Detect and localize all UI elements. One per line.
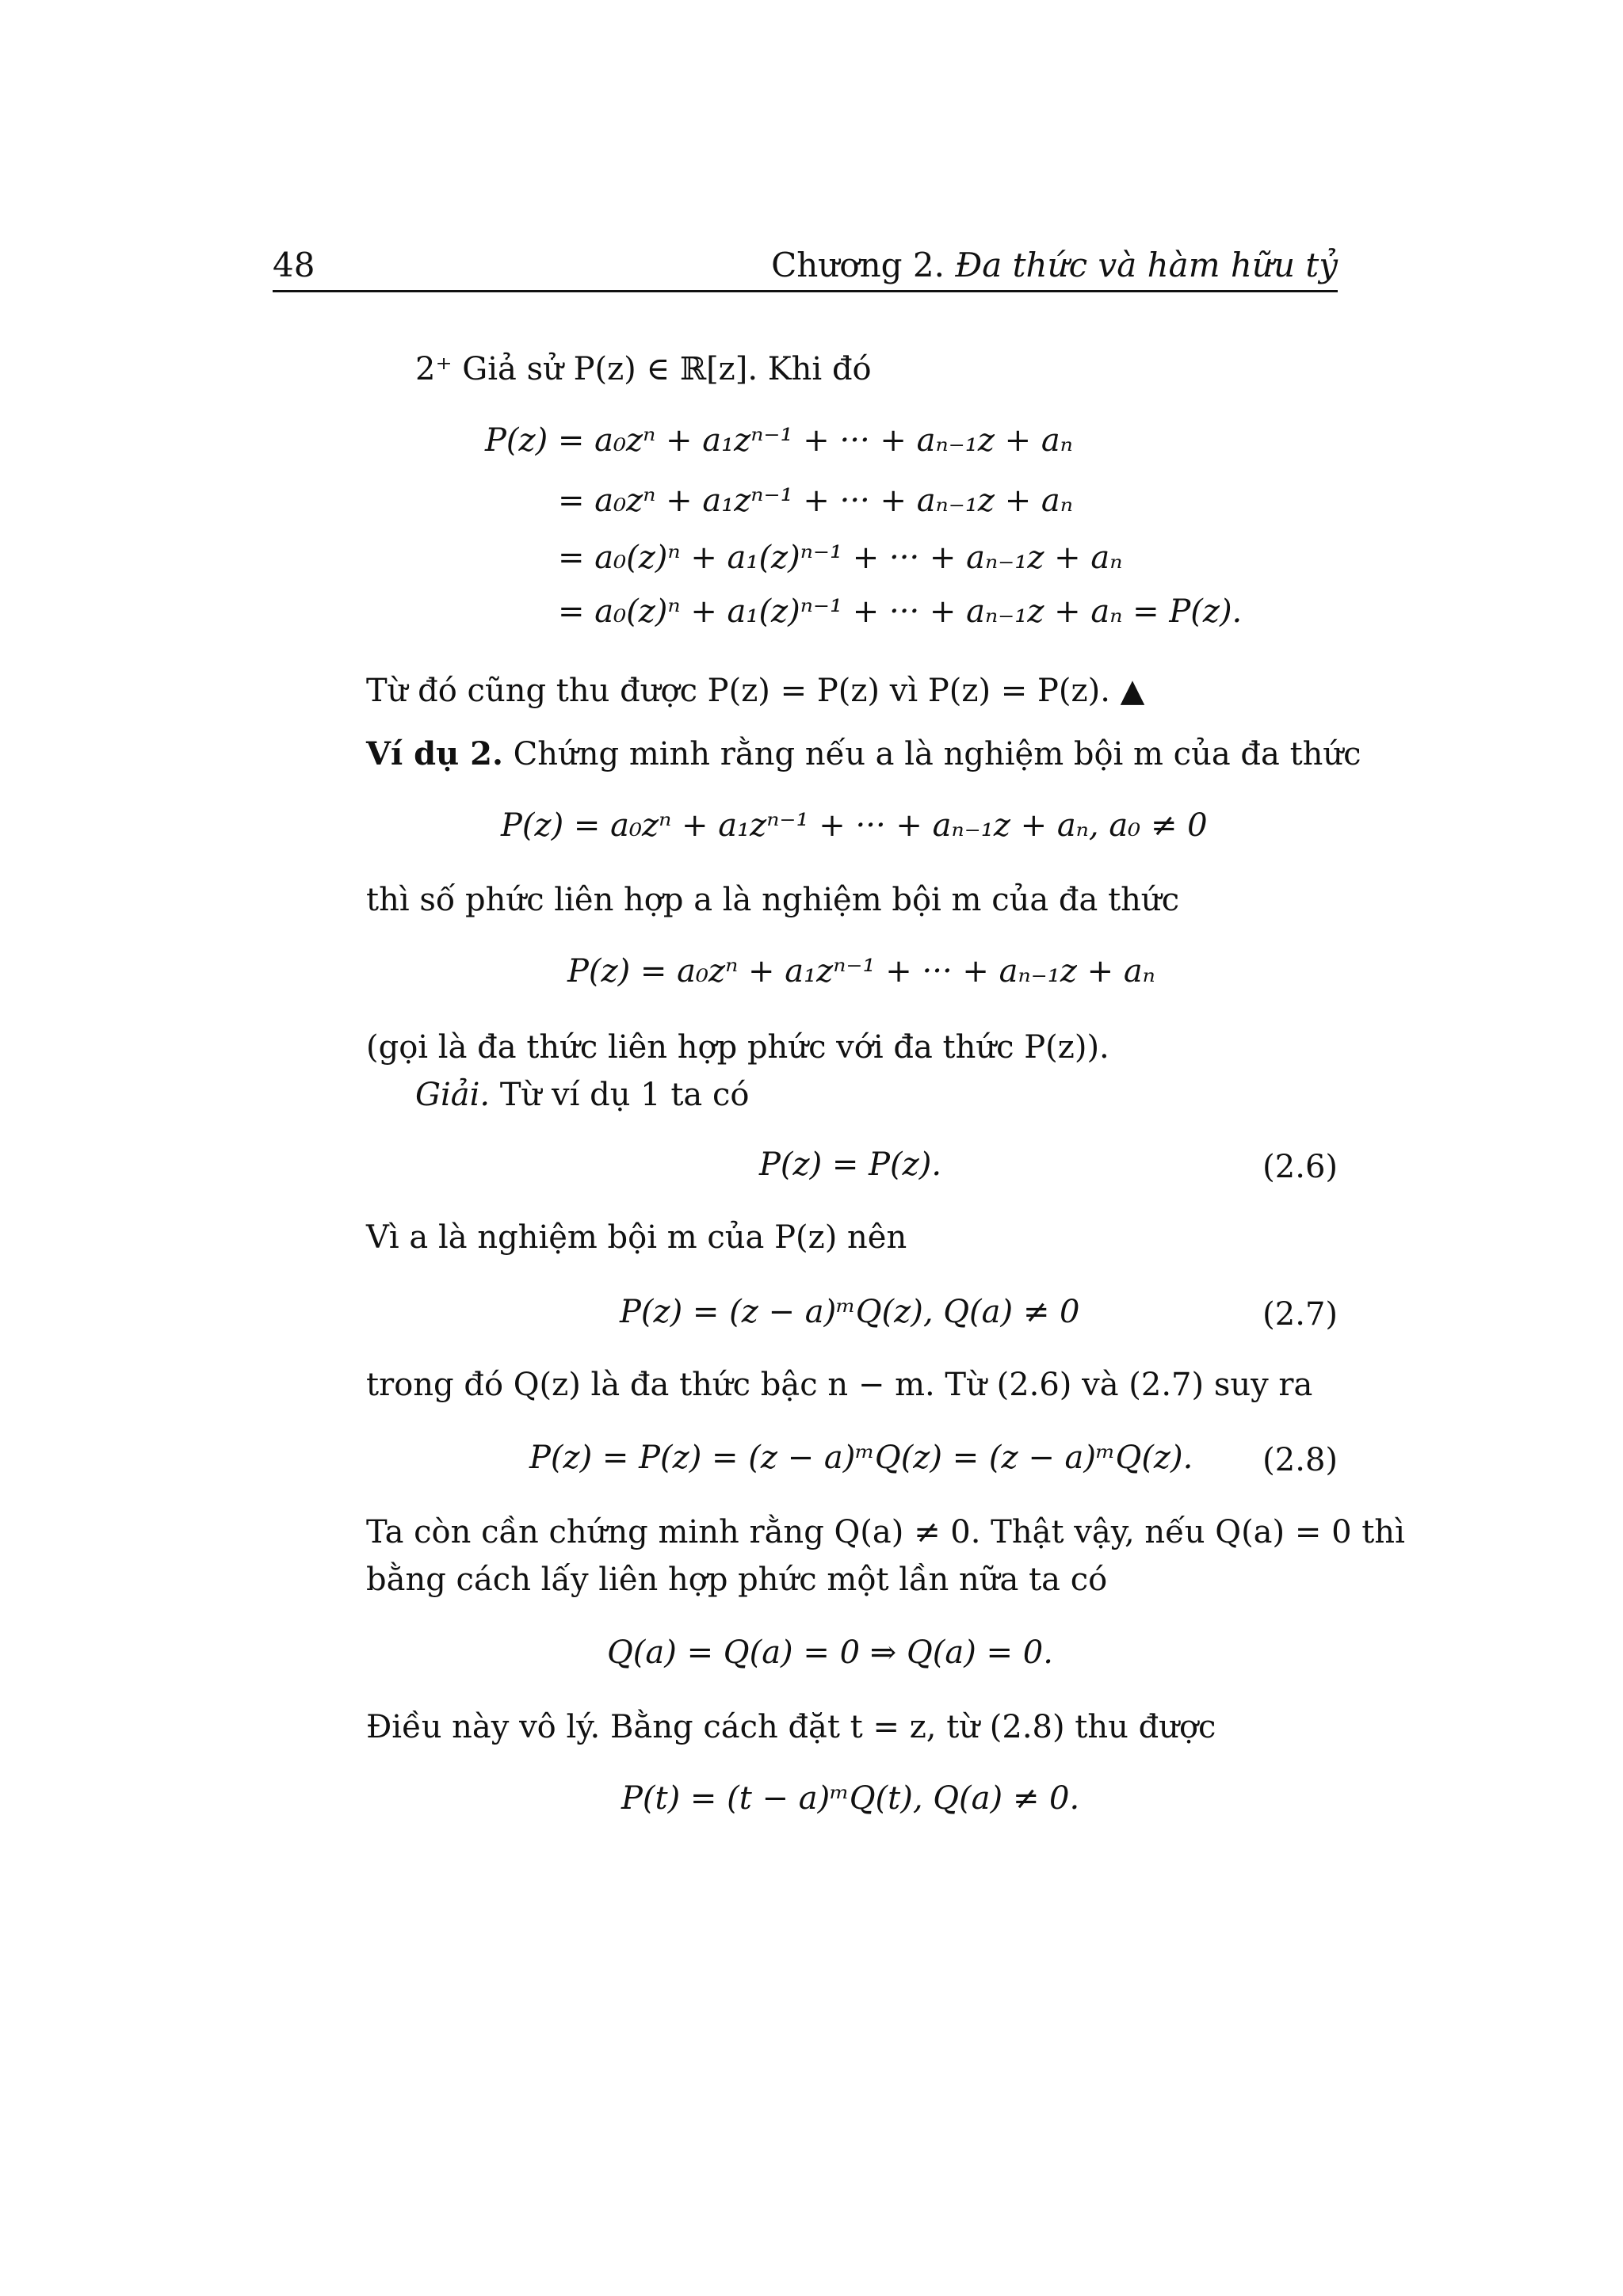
eq-number-2-7: (2.7) <box>1262 1296 1338 1333</box>
eq-final: P(t) = (t − a)ᵐQ(t), Q(a) ≠ 0. <box>621 1780 1080 1817</box>
chapter-label: Chương 2. <box>771 246 945 284</box>
item2-intro: 2⁺ Giả sử P(z) ∈ ℝ[z]. Khi đó <box>415 351 872 387</box>
eq-number-2-6: (2.6) <box>1262 1149 1338 1185</box>
eq-conj-poly: P(z) = a₀zⁿ + a₁zⁿ⁻¹ + ··· + aₙ₋₁z + aₙ <box>567 953 1155 990</box>
example-text: Chứng minh rằng nếu a là nghiệm bội m của đa thức <box>513 736 1361 772</box>
absurd-text: Điều này vô lý. Bằng cách đặt t = z, từ (2.8) thu được <box>366 1709 1216 1745</box>
solution-label: Giải. <box>415 1077 491 1113</box>
prove-text-1: Ta còn cần chứng minh rằng Q(a) ≠ 0. Thật vậy, nếu Q(a) = 0 thì <box>366 1514 1405 1550</box>
eq-number-2-8: (2.8) <box>1262 1442 1338 1478</box>
then-text: thì số phức liên hợp a là nghiệm bội m của đa thức <box>366 882 1180 918</box>
since-text: Vì a là nghiệm bội m của P(z) nên <box>366 1219 907 1256</box>
eq-line-2: = a₀zⁿ + a₁zⁿ⁻¹ + ··· + aₙ₋₁z + aₙ <box>558 482 1073 519</box>
example-label: Ví dụ 2. <box>366 735 503 772</box>
eq-2-6: P(z) = P(z). <box>759 1146 942 1183</box>
page-number: 48 <box>273 246 315 284</box>
chapter-title: Đa thức và hàm hữu tỷ <box>955 246 1338 284</box>
called-text: (gọi là đa thức liên hợp phức với đa thức P(z)). <box>366 1029 1109 1066</box>
header-rule <box>273 290 1338 292</box>
eq-line-1: P(z) = a₀zⁿ + a₁zⁿ⁻¹ + ··· + aₙ₋₁z + aₙ <box>485 422 1073 459</box>
conclusion-1: Từ đó cũng thu được P(z) = P(z) vì P(z) = P(z). ▲ <box>366 673 1145 709</box>
solution-text: Từ ví dụ 1 ta có <box>499 1077 750 1113</box>
example-2 <box>366 735 1361 772</box>
eq-contradiction: Q(a) = Q(a) = 0 ⇒ Q(a) = 0. <box>607 1634 1053 1671</box>
prove-text-2: bằng cách lấy liên hợp phức một lần nữa ta có <box>366 1562 1108 1598</box>
solution <box>415 1079 749 1111</box>
eq-poly: P(z) = a₀zⁿ + a₁zⁿ⁻¹ + ··· + aₙ₋₁z + aₙ, a₀ ≠ 0 <box>501 807 1208 844</box>
chapter-heading <box>771 246 1338 284</box>
eq-2-7: P(z) = (z − a)ᵐQ(z), Q(a) ≠ 0 <box>620 1294 1080 1330</box>
running-header <box>273 246 1338 293</box>
eq-line-3: = a₀(z)ⁿ + a₁(z)ⁿ⁻¹ + ··· + aₙ₋₁z + aₙ <box>558 540 1123 576</box>
eq-2-8: P(z) = P(z) = (z − a)ᵐQ(z) = (z − a)ᵐQ(z). <box>529 1440 1193 1476</box>
eq-line-4: = a₀(z)ⁿ + a₁(z)ⁿ⁻¹ + ··· + aₙ₋₁z + aₙ = P(z). <box>558 593 1243 630</box>
where-text: trong đó Q(z) là đa thức bậc n − m. Từ (2.6) và (2.7) suy ra <box>366 1367 1313 1403</box>
